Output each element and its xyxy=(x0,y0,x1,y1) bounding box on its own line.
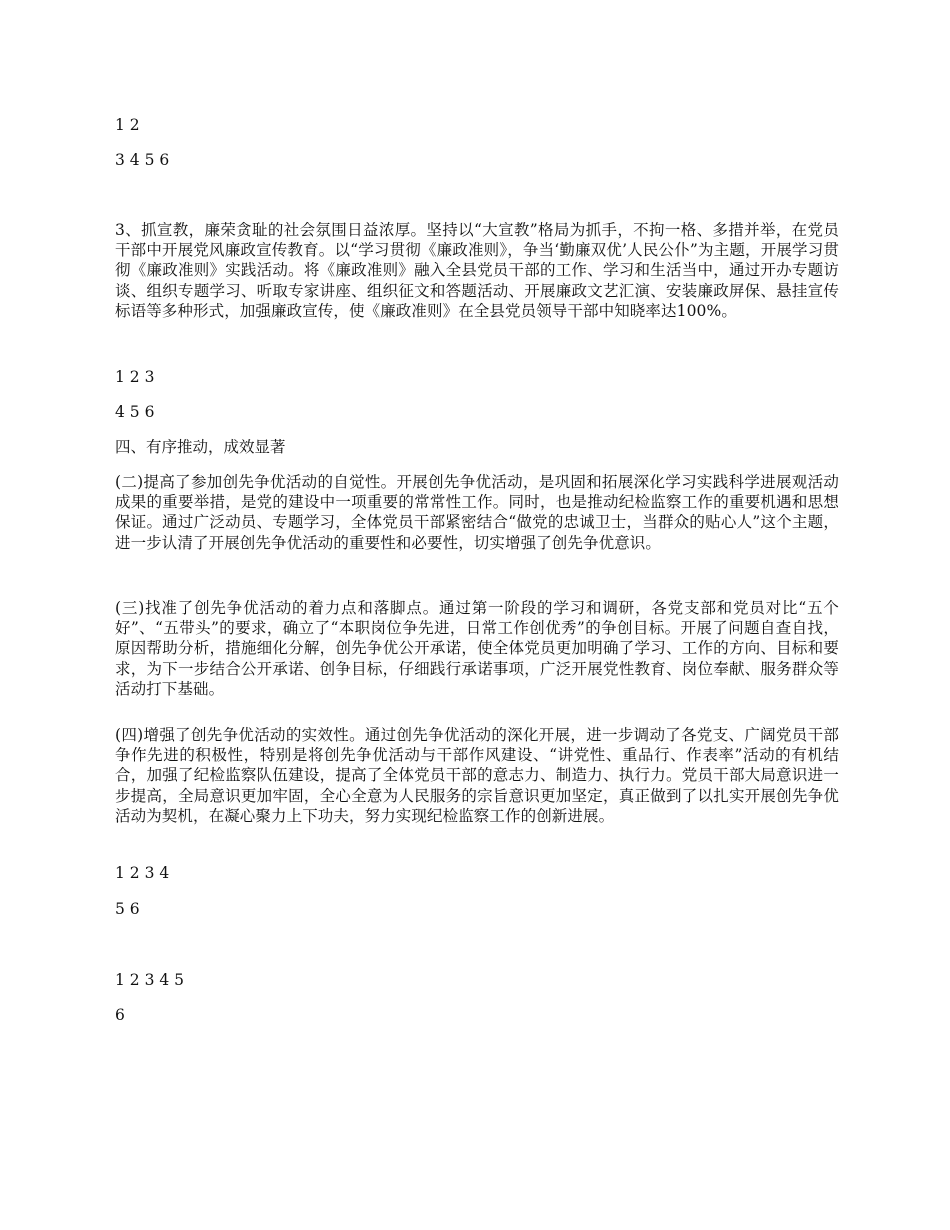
paragraph-two: (二)提高了参加创先争优活动的自觉性。开展创先争优活动，是巩固和拓展深化学习实践科学进展观活动成果的重要举措，是党的建设中一项重要的常常性工作。同时，也是推动纪检监察工作的重要机遇和思想保证。通过广泛动员、专题学习，全体党员干部紧密结合“做党的忠诚卫士，当群众的贴心人”这个主题，进一步认清了开展创先争优活动的重要性和必要性，切实增强了创先争优意识。 xyxy=(115,473,839,552)
paragraph-four: (四)增强了创先争优活动的实效性。通过创先争优活动的深化开展，进一步调动了各党支、广阔党员干部争作先进的积极性，特别是将创先争优活动与干部作风建设、“讲党性、重品行、作表率”活动的有机结合，加强了纪检监察队伍建设，提高了全体党员干部的意志力、制造力、执行力。党员干部大局意识进一步提高，全局意识更加牢固，全心全意为人民服务的宗旨意识更加坚定，真正做到了以扎实开展创先争优活动为契机，在凝心聚力上下功夫，努力实现纪检监察工作的创新进展。 xyxy=(115,726,839,825)
number-line-1: 1 2 xyxy=(115,116,140,134)
number-line-2: 3 4 5 6 xyxy=(115,151,170,169)
paragraph-three: (三)找准了创先争优活动的着力点和落脚点。通过第一阶段的学习和调研，各党支部和党员对比“五个好”、“五带头”的要求，确立了“本职岗位争先进，日常工作创优秀”的争创目标。开展了问题自查自找，原因帮助分析，措施细化分解，创先争优公开承诺，使全体党员更加明确了学习、工作的方向、目标和要求，为下一步结合公开承诺、创争目标，仔细践行承诺事项，广泛开展党性教育、岗位奉献、服务群众等活动打下基础。 xyxy=(115,599,839,698)
number-line-3: 1 2 3 xyxy=(115,368,155,386)
paragraph-publicity-education: 3、抓宣教，廉荣贪耻的社会氛围日益浓厚。坚持以“大宣教”格局为抓手，不拘一格、多措并举，在党员干部中开展党风廉政宣传教育。以“学习贯彻《廉政准则》，争当‘勤廉双优’人民公仆”为主题，开展学习贯彻《廉政准则》实践活动。将《廉政准则》融入全县党员干部的工作、学习和生活当中，通过开办专题访谈、组织专题学习、听取专家讲座、组织征文和答题活动、开展廉政文艺汇演、安装廉政屏保、悬挂宣传标语等多种形式，加强廉政宣传，使《廉政准则》在全县党员领导干部中知晓率达100%。 xyxy=(115,221,839,320)
document-page xyxy=(115,0,840,1230)
number-line-7: 1 2 3 4 5 xyxy=(115,971,185,989)
section-heading-four: 四、有序推动，成效显著 xyxy=(115,438,286,456)
number-line-4: 4 5 6 xyxy=(115,403,155,421)
number-line-8: 6 xyxy=(115,1006,125,1024)
number-line-5: 1 2 3 4 xyxy=(115,864,170,882)
number-line-6: 5 6 xyxy=(115,900,140,918)
